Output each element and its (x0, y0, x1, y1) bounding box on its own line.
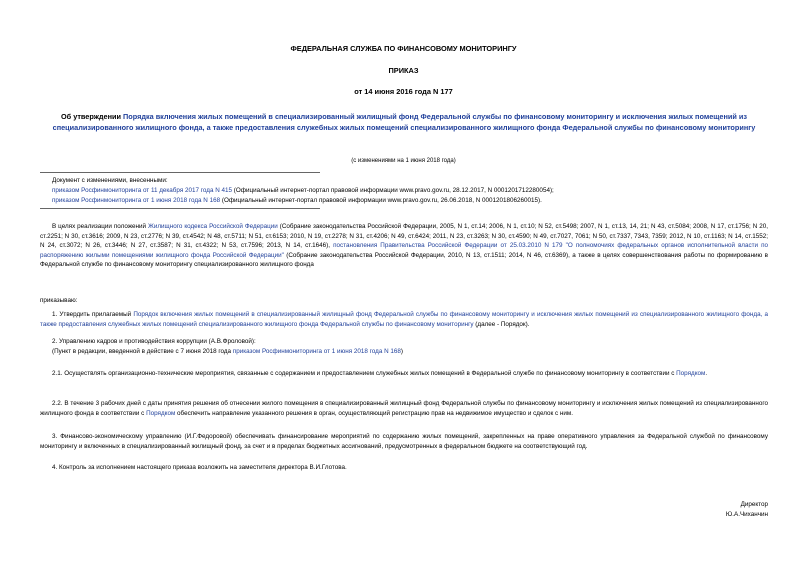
procedure-link-3[interactable]: Порядком (146, 409, 176, 417)
change-item-1: приказом Росфинмониторинга от 11 декабря 2017 года N 415 (Официальный интернет-портал правовой информации www.pravo.gov.ru, 28.12.2017, N 0001201712280054); (52, 187, 554, 194)
preamble-paragraph: В целях реализации положений Жилищного кодекса Российской Федерации (Собрание законодательства Российской Федерации, 2005, N 1, ст.14; 2006, N 1, ст.10; N 52, ст.5498; 2007, N 1, ст.13, 14, 21; N 43, ст.5084; 2008, N 17, ст.1756; N 20, ст.2251; N 30, ст.3616; 2009, N 23, ст.2776; N 39, ст.4542; N 48, ст.5711; N 51, ст.6153; 2010, N 19, ст.2278; N 31, ст.4206; N 49, ст.6424; 2011, N 23, ст.3263; N 30, ст.4590; N 49, ст.7027, 7061; N 50, ст.7337, 7343, 7359; 2012, N 10, ст.1163; N 14, ст.1552; N 24, ст.3072; N 26, ст.3446; N 27, ст.3587; N 31, ст.4322; N 53, ст.7596; 2013, N 14, ст.1646), постановления Правительства Российской Федерации от 25.03.2010 N 179 "О полномочиях федеральных органов исполнительной власти по распоряжению жилыми помещениями жилищного фонда Российской Федерации" (Собрание законодательства Российской Федерации, 2010, N 13, ст.1511; 2014, N 46, ст.6369), а также в целях совершенствования работы по формированию в Федеральной службе по финансовому мониторингу специализированного жилищного фонда (40, 223, 768, 269)
changes-heading: Документ с изменениями, внесенными: (52, 177, 168, 184)
signature-position: Директор (740, 501, 768, 508)
paragraph-1: 1. Утвердить прилагаемый Порядок включения жилых помещений в специализированный жилищный фонд Федеральной службы по финансовому мониторингу и исключения жилых помещений из специализированного жилищного фонда, а также предоставления служебных жилых помещений специализированного жилищного фонда Федеральной службы по финансовому мониторингу (далее - Порядок). (40, 311, 769, 328)
document-type: ПРИКАЗ (388, 66, 419, 75)
paragraph-2-2: 2.2. В течение 3 рабочих дней с даты принятия решения об отнесении жилого помещения в специализированный жилищный фонд Федеральной службы по финансовому мониторингу и исключения жилых помещений из специализированного жилищного фонда в соответствии с Порядком обеспечить направление указанного решения в орган, осуществляющий регистрацию прав на недвижимое имущество и сделок с ним. (40, 400, 768, 417)
government-decree-link[interactable]: постановления Правительства Российской Федерации от 25.03.2010 N 179 "О полномочиях федеральных органов исполнительной власти по распоряжению жилыми помещениями жилищного фонда Российской Федерации" (40, 242, 768, 259)
signature-name: Ю.А.Чиханчин (725, 511, 768, 518)
paragraph-2: 2. Управлению кадров и противодействия коррупции (А.В.Фроловой): (52, 338, 256, 345)
paragraph-2-note: (Пункт в редакции, введенной в действие с 7 июня 2018 года приказом Росфинмониторинга от 1 июня 2018 года N 168) (52, 348, 403, 355)
document-title (52, 112, 756, 134)
change-order-link-2[interactable]: приказом Росфинмониторинга от 1 июня 2018 года N 168 (52, 197, 221, 204)
procedure-link-2[interactable]: Порядком (676, 370, 706, 377)
change-item-2: приказом Росфинмониторинга от 1 июня 2018 года N 168 (Официальный интернет-портал правовой информации www.pravo.gov.ru, 26.06.2018, N 0001201806260015). (52, 197, 542, 204)
document-date-number: от 14 июня 2016 года N 177 (354, 87, 453, 96)
title-prefix: Об утверждении (60, 112, 121, 121)
housing-code-link[interactable]: Жилищного кодекса Российской Федерации (148, 223, 278, 230)
order-word: приказываю: (40, 297, 78, 304)
amendment-order-link[interactable]: приказом Росфинмониторинга от 1 июня 2018 года N 168 (232, 348, 401, 355)
agency-heading: ФЕДЕРАЛЬНАЯ СЛУЖБА ПО ФИНАНСОВОМУ МОНИТОРИНГУ (290, 44, 517, 53)
change-order-link-1[interactable]: приказом Росфинмониторинга от 11 декабря 2017 года N 415 (52, 187, 233, 194)
changes-bottom-rule (40, 208, 320, 209)
changes-top-rule (40, 172, 320, 173)
procedure-link[interactable]: Порядок включения жилых помещений в специализированный жилищный фонд Федеральной службы по финансовому мониторингу и исключения жилых помещений из специализированного жилищного фонда, а также предоставления служебных жилых помещений специализированного жилищного фонда Федеральной службы по финансовому мониторингу (40, 311, 769, 328)
paragraph-4: 4. Контроль за исполнением настоящего приказа возложить на заместителя директора В.И.Глотова. (52, 464, 347, 471)
paragraph-3: 3. Финансово-экономическому управлению (И.Г.Федоровой) обеспечивать финансирование мероприятий по содержанию жилых помещений, закрепленных на праве оперативного управления за Федеральной службой по финансовому мониторингу и включенных в специализированный жилищный фонд, за счет и в пределах бюджетных ассигнований, предусмотренных в федеральном бюджете на соответствующий год. (40, 433, 768, 450)
paragraph-2-1: 2.1. Осуществлять организационно-технические мероприятия, связанные с содержанием и предоставлением служебных жилых помещений в Федеральной службе по финансовому мониторингу в соответствии с Порядком. (52, 370, 708, 377)
title-order-link[interactable]: Порядка включения жилых помещений в специализированный жилищный фонд Федеральной службы по финансовому мониторингу и исключения жилых помещений из специализированного жилищного фонда, а также предоставления служебных жилых помещений специализированного жилищного фонда Федеральной службы по финансовому мониторингу (52, 112, 756, 132)
edition-note: (с изменениями на 1 июня 2018 года) (351, 158, 456, 164)
